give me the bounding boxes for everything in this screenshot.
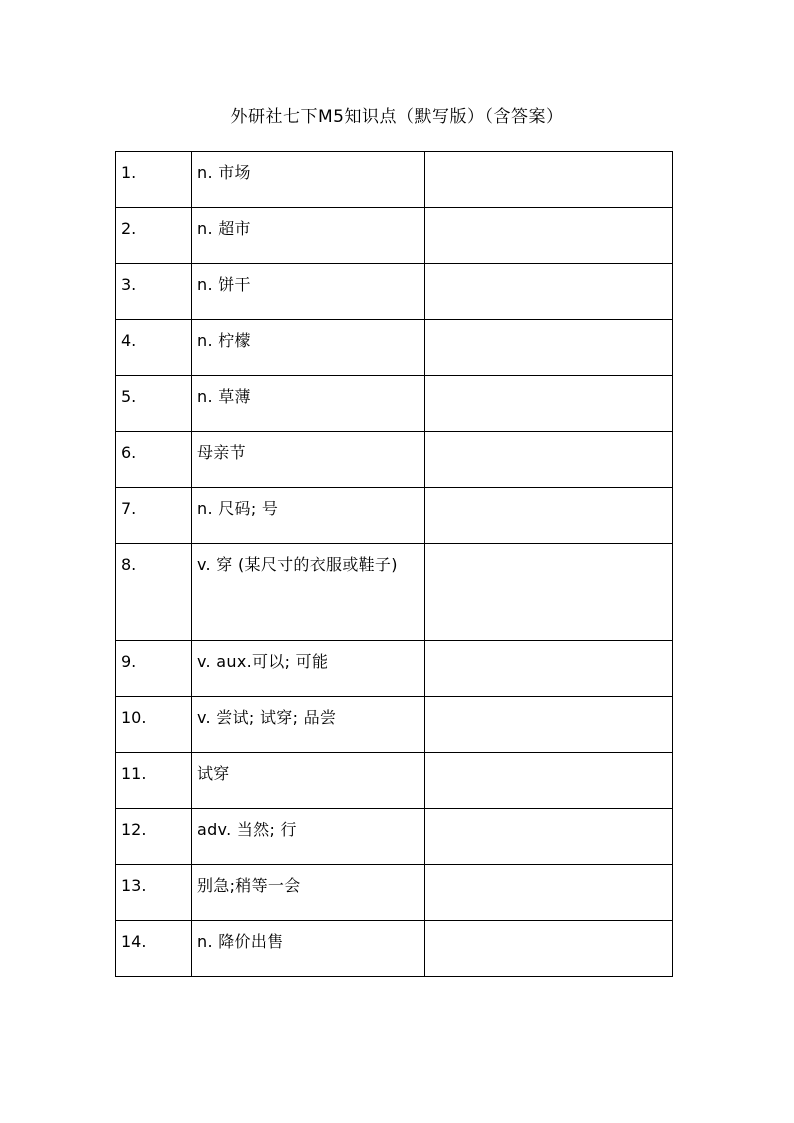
definition-text: 别急;稍等一会 [197,876,301,895]
row-number-cell [116,320,192,376]
definition-cell [192,641,425,697]
table-row [116,264,673,320]
answer-cell[interactable] [425,320,673,376]
answer-text [425,697,672,708]
answer-cell[interactable] [425,809,673,865]
definition-cell [192,152,425,208]
row-number-cell [116,432,192,488]
row-number: 3. [121,275,137,294]
definition-text: n. 柠檬 [197,331,251,350]
definition-cell [192,865,425,921]
row-number: 2. [121,219,137,238]
definition-text: n. 市场 [197,163,251,182]
answer-cell[interactable] [425,264,673,320]
answer-text [425,208,672,219]
definition-cell [192,208,425,264]
row-number-cell [116,544,192,641]
answer-cell[interactable] [425,753,673,809]
answer-cell[interactable] [425,376,673,432]
answer-text [425,488,672,499]
row-number: 7. [121,499,137,518]
table-row [116,544,673,641]
definition-cell [192,544,425,641]
answer-text [425,641,672,652]
row-number-cell [116,208,192,264]
answer-cell[interactable] [425,488,673,544]
definition-cell [192,376,425,432]
answer-text [425,432,672,443]
row-number: 14. [121,932,147,951]
definition-cell [192,697,425,753]
definition-text: adv. 当然; 行 [197,820,297,839]
answer-cell[interactable] [425,208,673,264]
row-number: 6. [121,443,137,462]
definition-cell [192,320,425,376]
row-number: 10. [121,708,147,727]
answer-cell[interactable] [425,432,673,488]
answer-text [425,152,672,163]
answer-text [425,376,672,387]
row-number-cell [116,641,192,697]
row-number: 13. [121,876,147,895]
definition-text: 试穿 [197,764,230,783]
definition-cell [192,264,425,320]
row-number-cell [116,809,192,865]
answer-text [425,921,672,932]
row-number: 1. [121,163,137,182]
row-number-cell [116,697,192,753]
definition-text: n. 尺码; 号 [197,499,279,518]
table-row [116,921,673,977]
answer-cell[interactable] [425,697,673,753]
row-number: 12. [121,820,147,839]
answer-text [425,753,672,764]
row-number-cell [116,488,192,544]
definition-text: n. 草薄 [197,387,251,406]
definition-cell [192,488,425,544]
answer-cell[interactable] [425,544,673,641]
row-number-cell [116,753,192,809]
definition-text: n. 超市 [197,219,251,238]
definition-cell [192,809,425,865]
definition-text: n. 饼干 [197,275,251,294]
answer-text [425,264,672,275]
table-row [116,641,673,697]
table-row [116,208,673,264]
answer-text [425,809,672,820]
table-row [116,865,673,921]
table-row [116,320,673,376]
table-row [116,488,673,544]
definition-cell [192,753,425,809]
definition-text: v. 尝试; 试穿; 品尝 [197,708,337,727]
definition-text: v. 穿 (某尺寸的衣服或鞋子) [197,555,398,574]
definition-cell [192,921,425,977]
definition-cell [192,432,425,488]
table-row [116,376,673,432]
row-number-cell [116,152,192,208]
answer-text [425,865,672,876]
row-number: 8. [121,555,137,574]
definition-text: n. 降价出售 [197,932,284,951]
definition-text: v. aux.可以; 可能 [197,652,329,671]
table-row [116,152,673,208]
table-row [116,432,673,488]
table-row [116,809,673,865]
row-number: 5. [121,387,137,406]
row-number-cell [116,376,192,432]
table-row [116,697,673,753]
definition-text: 母亲节 [197,443,246,462]
vocabulary-table [115,151,673,977]
row-number: 11. [121,764,147,783]
row-number-cell [116,865,192,921]
table-row [116,753,673,809]
answer-cell[interactable] [425,152,673,208]
answer-cell[interactable] [425,865,673,921]
answer-cell[interactable] [425,641,673,697]
page-title: 外研社七下M5知识点（默写版）（含答案） [230,107,564,127]
answer-text [425,320,672,331]
row-number: 4. [121,331,137,350]
row-number: 9. [121,652,137,671]
row-number-cell [116,921,192,977]
row-number-cell [116,264,192,320]
answer-cell[interactable] [425,921,673,977]
